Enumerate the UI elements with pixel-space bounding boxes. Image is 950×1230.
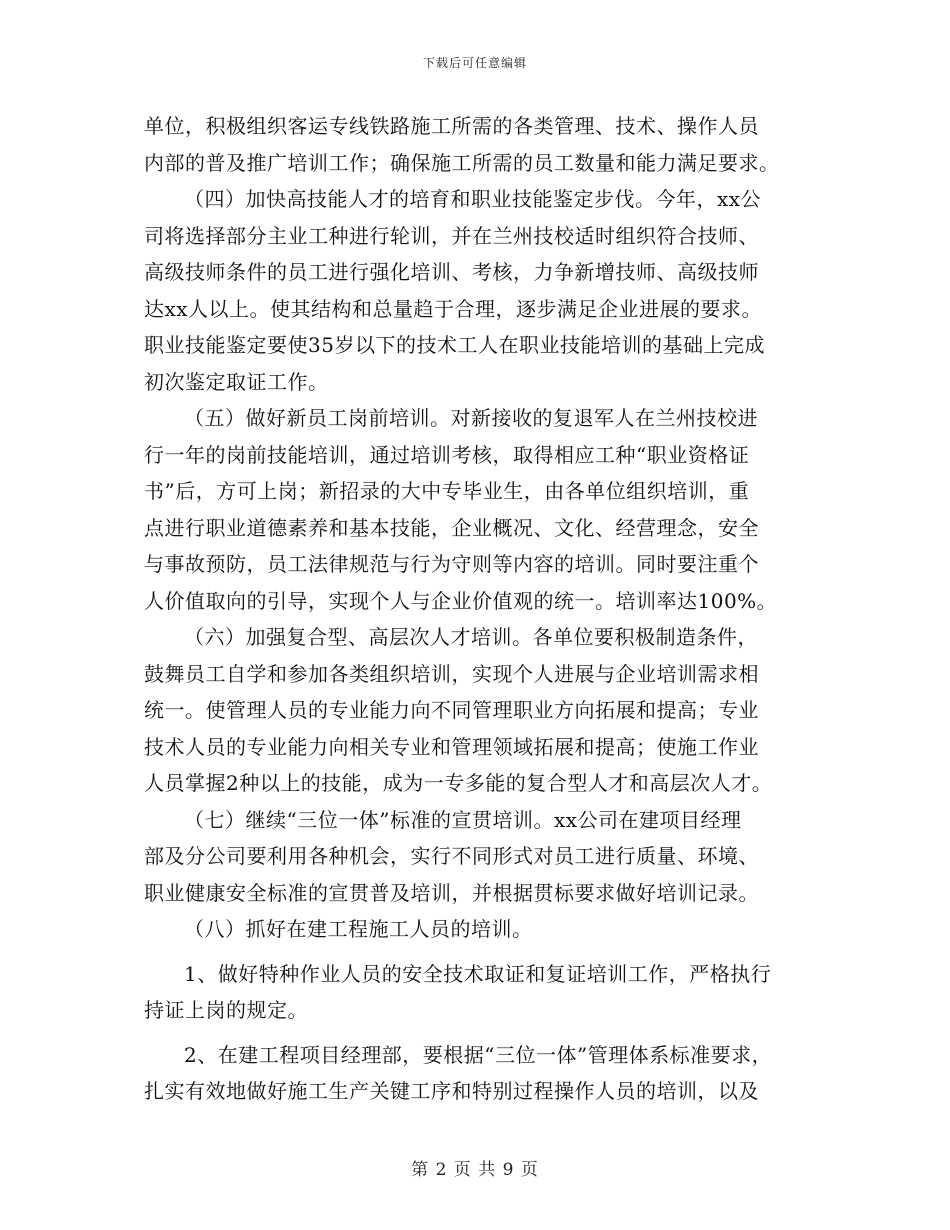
text-line: 持证上岗的规定。 (144, 998, 308, 1022)
paragraph-start-line: （六）加强复合型、高层次人才培训。各单位要积极制造条件， (184, 625, 758, 649)
text-line: 单位，积极组织客运专线铁路施工所需的各类管理、技术、操作人员 (144, 114, 759, 138)
paragraph-start-line: （七）继续“三位一体”标准的宣贯培训。xx公司在建项目经理 (184, 807, 742, 832)
text-line: 初次鉴定取证工作。 (144, 369, 329, 394)
text-line: 行一年的岗前技能培训，通过培训考核，取得相应工种“职业资格证 (144, 442, 750, 467)
paragraph-start-line: 1、做好特种作业人员的安全技术取证和复证培训工作，严格执行 (184, 961, 772, 986)
text-line: 职业技能鉴定要使35岁以下的技术工人在职业技能培训的基础上完成 (144, 333, 765, 357)
text-line: 高级技师条件的员工进行强化培训、考核，力争新增技师、高级技师 (144, 260, 759, 284)
page-number: 第 2 页 共 9 页 (411, 1160, 539, 1180)
paragraph-start-line: （四）加快高技能人才的培育和职业技能鉴定步伐。今年，xx公 (184, 187, 762, 211)
document-body (144, 108, 809, 1110)
text-line: 点进行职业道德素养和基本技能，企业概况、文化、经营理念，安全 (144, 515, 759, 540)
text-line: 技术人员的专业能力向相关专业和管理领域拓展和提高；使施工作业 (144, 734, 759, 759)
paragraph-gap (144, 1029, 809, 1037)
text-line: 职业健康安全标准的宣贯普及培训，并根据贯标要求做好培训记录。 (144, 880, 759, 905)
text-line: 书”后，方可上岗；新招录的大中专毕业生，由各单位组织培训，重 (144, 479, 750, 503)
text-line: 统一。使管理人员的专业能力向不同管理职业方向拓展和提高；专业 (144, 698, 759, 722)
text-line: 人员掌握2种以上的技能，成为一专多能的复合型人才和高层次人才。 (144, 771, 773, 795)
text-line: 人价值取向的引导，实现个人与企业价值观的统一。培训率达100%。 (144, 588, 778, 613)
text-line: 司将选择部分主业工种进行轮训，并在兰州技校适时组织符合技师、 (144, 223, 759, 248)
paragraph-start-line: 2、在建工程项目经理部，要根据“三位一体”管理体系标准要求， (184, 1042, 773, 1067)
text-line: 部及分公司要利用各种机会，实行不同形式对员工进行质量、环境、 (144, 844, 759, 868)
text-line: 鼓舞员工自学和参加各类组织培训，实现个人进展与企业培训需求相 (144, 661, 759, 686)
paragraph-gap (144, 948, 809, 956)
text-line: 达xx人以上。使其结构和总量趋于合理，逐步满足企业进展的要求。 (144, 296, 763, 321)
paragraph-start-line: （五）做好新员工岗前培训。对新接收的复退军人在兰州技校进 (184, 406, 758, 430)
text-line: 扎实有效地做好施工生产关键工序和特别过程操作人员的培训，以及 (144, 1079, 759, 1103)
text-line: 内部的普及推广培训工作；确保施工所需的员工数量和能力满足要求。 (144, 150, 780, 175)
text-line: 与事故预防，员工法律规范与行为守则等内容的培训。同时要注重个 (144, 552, 759, 576)
page-header: 下载后可任意编辑 (422, 56, 527, 70)
paragraph-start-line: （八）抓好在建工程施工人员的培训。 (184, 917, 533, 941)
